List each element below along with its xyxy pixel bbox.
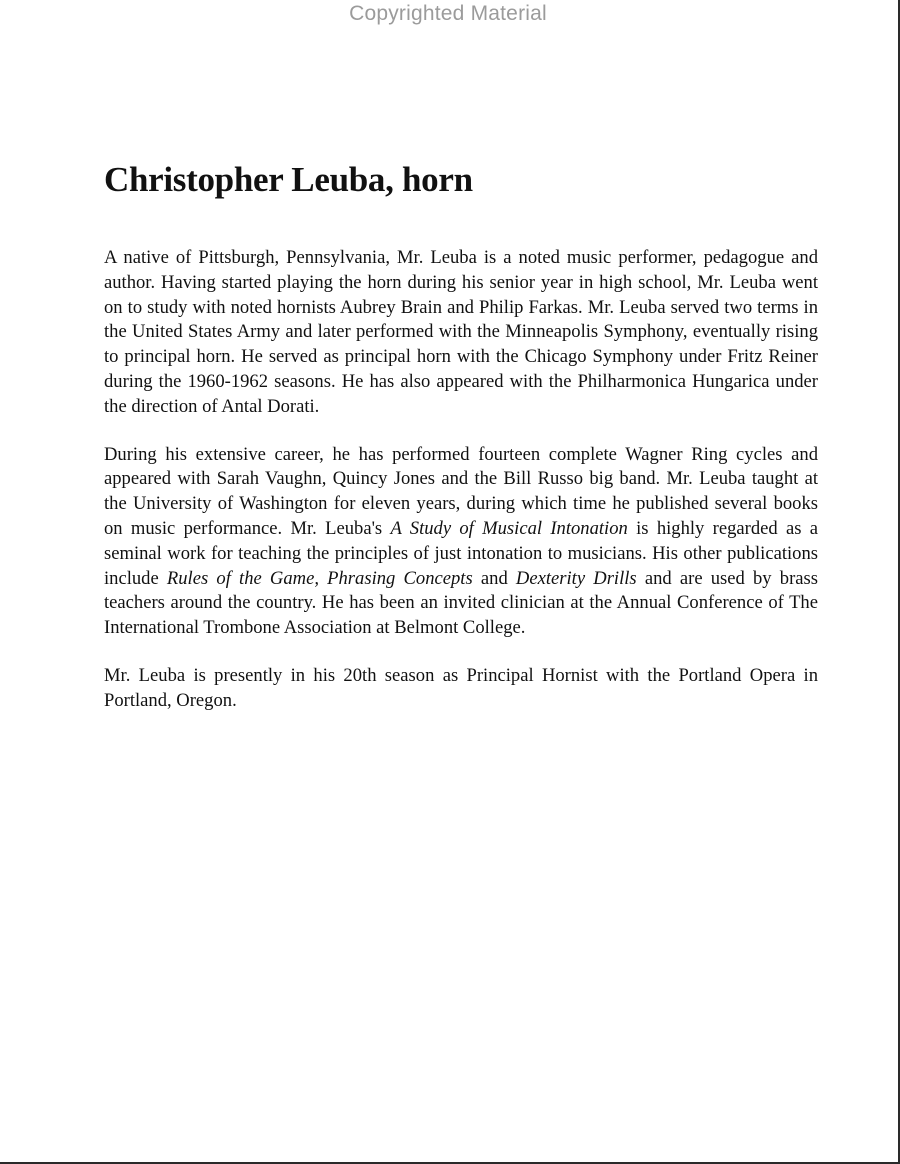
bio-paragraph-2 [104, 443, 818, 641]
bio-text-segment: During his extensive career, he has performed fourteen complete Wagner Ring cycles and appeared with Sarah Vaughn, Quincy Jones and the Bill Russo big band. Mr. Leuba taught at the University of Washington for eleven years, during which time he published several books on music performance. Mr. Leuba's [104, 443, 818, 539]
book-title-study-of-musical-intonation: A Study of Musical Intonation [390, 517, 628, 539]
bio-paragraph-1: A native of Pittsburgh, Pennsylvania, Mr. Leuba is a noted music performer, pedagogue and author. Having started playing the horn during his senior year in high school, Mr. Leuba went on to study with noted hornists Aubrey Brain and Philip Farkas. Mr. Leuba served two terms in the United States Army and later performed with the Minneapolis Symphony, eventually rising to principal horn. He served as principal horn with the Chicago Symphony under Fritz Reiner during the 1960-1962 seasons. He has also appeared with the Philharmonica Hungarica under the direction of Antal Dorati. [104, 247, 818, 417]
copyright-watermark: Copyrighted Material [349, 2, 547, 25]
book-title-rules-phrasing: Rules of the Game, Phrasing Concepts [166, 567, 473, 589]
bio-paragraph-3: Mr. Leuba is presently in his 20th season as Principal Hornist with the Portland Opera in Portland, Oregon. [104, 664, 818, 711]
bio-text-segment: is highly regarded as a seminal work for teaching the principles of just intonation to musicians. His other publications include [104, 517, 818, 589]
bio-text-segment: and [472, 567, 516, 589]
biography-body [104, 246, 818, 737]
bio-text-segment: and are used by brass teachers around the country. He has been an invited clinician at the Annual Conference of The International Trombone Association at Belmont College. [104, 567, 818, 639]
book-title-dexterity-drills: Dexterity Drills [515, 567, 637, 589]
page-title: Christopher Leuba, horn [104, 160, 473, 199]
